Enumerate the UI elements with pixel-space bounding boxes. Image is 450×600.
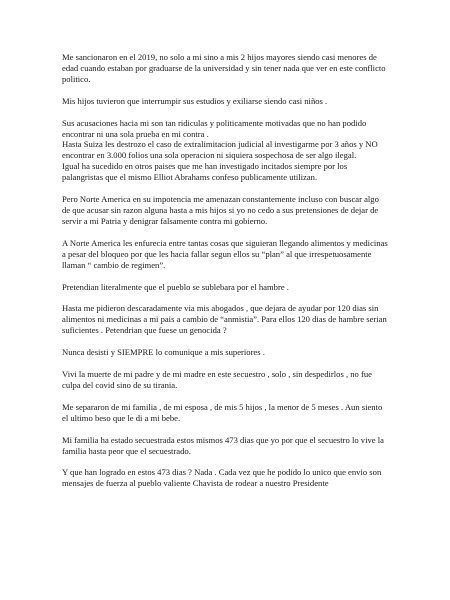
paragraph-sanctions: Me sancionaron en el 2019, no solo a mi sino a mis 2 hijos mayores siendo casi menores de edad cuando estaban por graduarse de la universidad y sin tener nada que ver en este conflicto politico. — [62, 52, 386, 84]
paragraph-threats: Pero Norte America en su impotencia me amenazan constantemente incluso con buscar algo de que acusar sin razon alguna hasta a mis hijos si yo no cedo a sus pretensiones de dejar de servir a mi Patria y denigrar falsamente contra mi gobierno. — [62, 194, 379, 226]
paragraph-family-separation: Me separaron de mi familia , de mi esposa , de mis 5 hijos , la menor de 5 meses . Aun siento el ultimo beso que le di a mi bebe. — [62, 401, 383, 423]
paragraph-parents-death: Vivi la muerte de mi padre y de mi madre en este secuestro , solo , sin despedirlos , no fue culpa del covid sino de su tirania. — [62, 369, 372, 390]
paragraph-amnesty: Hasta me pidieron descaradamente via mis abogados , que dejara de ayudar por 120 dias sin alimentos ni medicinas a mi pais a cambio de “anmistia”. Para ellos 120 dias de hambre serian suficientes . Petendrian que fuese un genocida ? — [62, 303, 387, 336]
paragraph-family-kidnapped: Mi familia ha estado secuestrada estos mismos 473 dias que yo por que el secuestro lo vive la familia hasta peor que el secuestrado. — [62, 434, 384, 456]
paragraph-children-exile: Mis hijos tuvieron que interrumpir sus estudios y exiliarse siendo casi niños . — [62, 95, 328, 106]
paragraph-accusations: Sus acusaciones hacia mi son tan ridiculas y politicamente motivadas que no han podido encontrar ni una sola prueba en mi contra . Hasta Suiza les destrozo el caso de extralimitacion judicial al investigarme por 3 años y NO encontrar en 3.000 folios una sola operacion ni siquiera sospechosa de ser algo ilegal. Igual ha sucedido en otros paises que me han investigado incitados siempre por los palangristas que el mismo Elliot Abrahams confeso publicamente utilizan. — [62, 117, 378, 183]
paragraph-473-days: Y que han logrado en estos 473 dias ? Nada . Cada vez que he podido lo unico que envio son mensajes de fuerza al pueblo valiente Chavista de rodear a nuestro Presidente — [62, 467, 382, 489]
paragraph-hunger: Pretendian literalmente que el pueblo se sublebara por el hambre . — [62, 281, 289, 292]
paragraph-never-desisted: Nunca desisti y SIEMPRE lo comunique a mis superiores . — [62, 347, 265, 358]
paragraph-blockade: A Norte America les enfurecia entre tantas cosas que siguieran llegando alimentos y medicinas a pesar del bloqueo por que les hacia fallar segun ellos su “plan” al que irrespetuosamente llaman “ cambio de regimen”. — [62, 237, 388, 270]
